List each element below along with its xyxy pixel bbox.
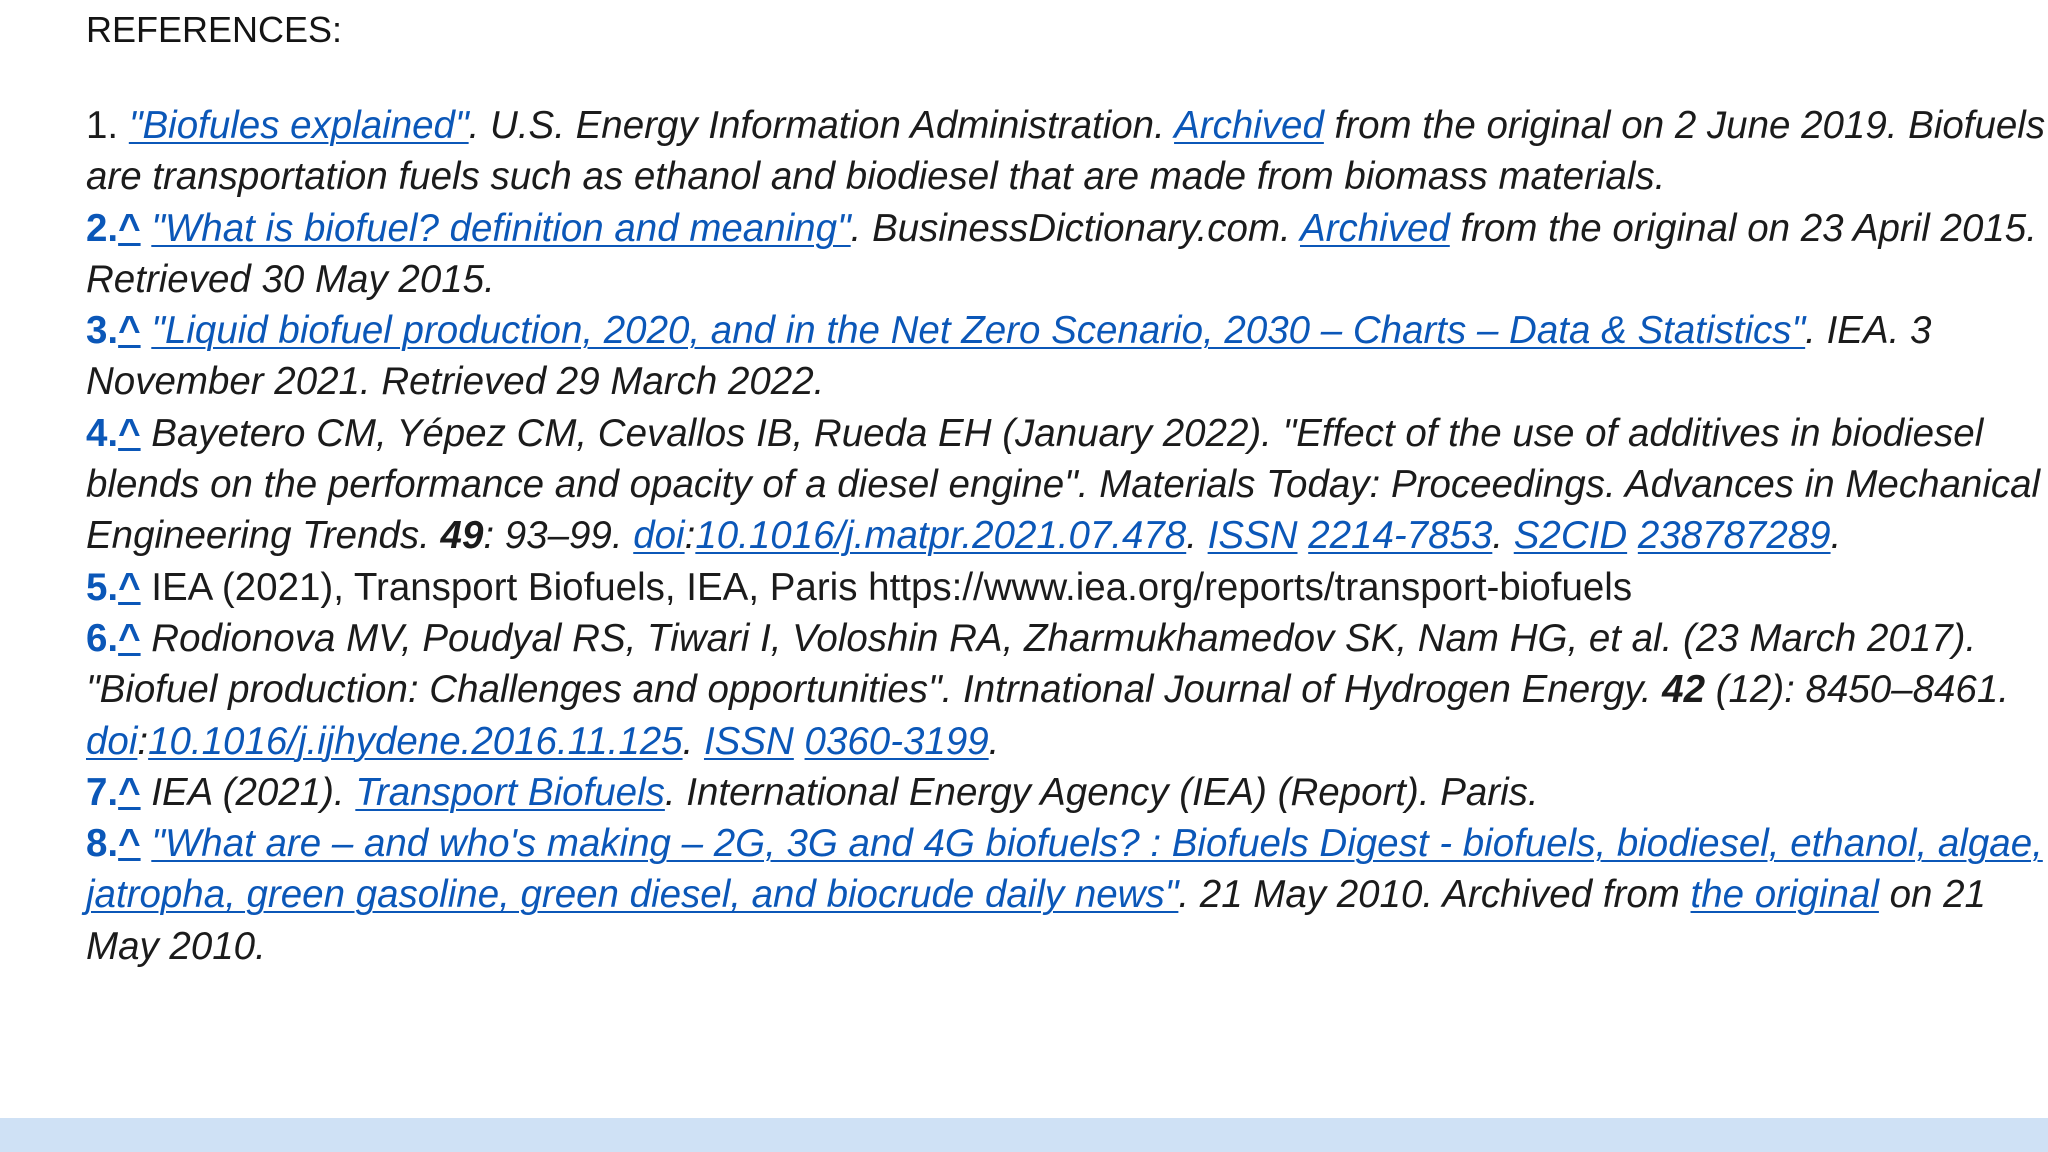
reference-text: . 21 May 2010. Archived from [1178,873,1691,917]
reference-text: . International Energy Agency (IEA) (Report). Paris. [664,770,1539,814]
reference-text: from the original on 23 April 2015. Retrieved 30 May 2015. [86,206,2037,301]
bottom-band [0,1118,2048,1152]
reference-text: . BusinessDictionary.com. [850,206,1300,250]
separator: . [682,719,704,763]
reference-item-7 [86,767,2048,818]
reference-number: 1. [86,104,119,147]
reference-item-8 [86,818,2048,972]
reference-number: 3. [86,309,119,353]
reference-number: 6. [86,616,119,660]
reference-title-link[interactable]: "What are – and who's making – 2G, 3G and 4G biofuels? : Biofuels Digest - biofuels, biodiesel, ethanol, algae, jatropha, green gasoline, green diesel, and biocrude daily news" [86,822,2043,917]
backlink-caret[interactable]: ^ [118,206,141,250]
original-link[interactable]: the original [1690,873,1879,917]
issn-label-link[interactable]: ISSN [1207,514,1298,558]
doi-separator: : [684,514,696,558]
reference-number: 7. [86,770,119,814]
s2cid-link[interactable]: 238787289 [1637,514,1831,558]
reference-text: Rodionova MV, Poudyal RS, Tiwari I, Voloshin RA, Zharmukhamedov SK, Nam HG, et al. (23 March 2017). "Biofuel production: Challenges and opportunities". Intrnational Journal of Hydrogen Energy. [86,616,1977,712]
reference-text: on 21 May 2010. [86,873,1986,968]
backlink-caret[interactable]: ^ [118,616,141,660]
reference-text: Bayetero CM, Yépez CM, Cevallos IB, Rueda EH (January 2022). "Effect of the use of additives in biodiesel blends on the performance and opacity of a diesel engine". Materials Today: Proceedings. Advances in Mechanical Engineering Trends. [86,411,2041,558]
reference-title-link[interactable]: "What is biofuel? definition and meaning" [151,206,851,250]
volume-number: 49 [440,514,484,558]
issn-label-link[interactable]: ISSN [703,719,794,763]
reference-number: 2. [86,206,119,250]
archived-link[interactable]: Archived [1299,206,1450,250]
end-punctuation: . [988,719,1000,763]
reference-title-link[interactable]: "Liquid biofuel production, 2020, and in the Net Zero Scenario, 2030 – Charts – Data & Statistics" [151,309,1806,353]
s2cid-label-link[interactable]: S2CID [1513,514,1628,558]
doi-label-link[interactable]: doi [633,514,685,558]
separator: . [1186,514,1208,558]
issn-link[interactable]: 2214-7853 [1308,514,1493,558]
backlink-caret[interactable]: ^ [118,411,141,455]
reference-text: : 93–99. [483,514,634,558]
doi-label-link[interactable]: doi [86,719,138,763]
reference-text: IEA (2021). [151,770,356,814]
reference-text: from the original on 2 June 2019. Biofuels are transportation fuels such as ethanol and biodiesel that are made from biomass materials. [86,104,2046,199]
reference-item-4 [86,408,2048,562]
reference-text: IEA (2021), Transport Biofuels, IEA, Paris https://www.iea.org/reports/transport-biofuels [151,565,1633,609]
reference-number: 4. [86,411,119,455]
reference-item-2 [86,203,2048,306]
reference-number: 5. [86,565,119,609]
reference-title-link[interactable]: "Biofules explained" [128,104,469,147]
doi-link[interactable]: 10.1016/j.matpr.2021.07.478 [695,514,1187,558]
issn-link[interactable]: 0360-3199 [804,719,989,763]
doi-link[interactable]: 10.1016/j.ijhydene.2016.11.125 [148,719,683,763]
reference-text: . IEA. 3 November 2021. Retrieved 29 March 2022. [86,309,1932,404]
backlink-caret[interactable]: ^ [118,822,141,866]
reference-item-3 [86,305,2048,408]
reference-title-link[interactable]: Transport Biofuels [355,770,665,814]
separator: . [1492,514,1514,558]
reference-item-5 [86,562,2048,613]
references-heading: REFERENCES: [86,9,343,50]
backlink-caret[interactable]: ^ [118,309,141,353]
references-list [86,100,2048,972]
archived-link[interactable]: Archived [1174,104,1324,147]
reference-text: . U.S. Energy Information Administration. [468,104,1175,147]
end-punctuation: . [1830,514,1842,558]
doi-separator: : [137,719,149,763]
reference-text: (12): 8450–8461. [1704,668,2009,712]
reference-item-1 [86,100,2048,203]
reference-item-6 [86,613,2048,767]
backlink-caret[interactable]: ^ [118,565,141,609]
backlink-caret[interactable]: ^ [118,770,141,814]
reference-number: 8. [86,822,119,866]
volume-number: 42 [1662,668,1705,712]
